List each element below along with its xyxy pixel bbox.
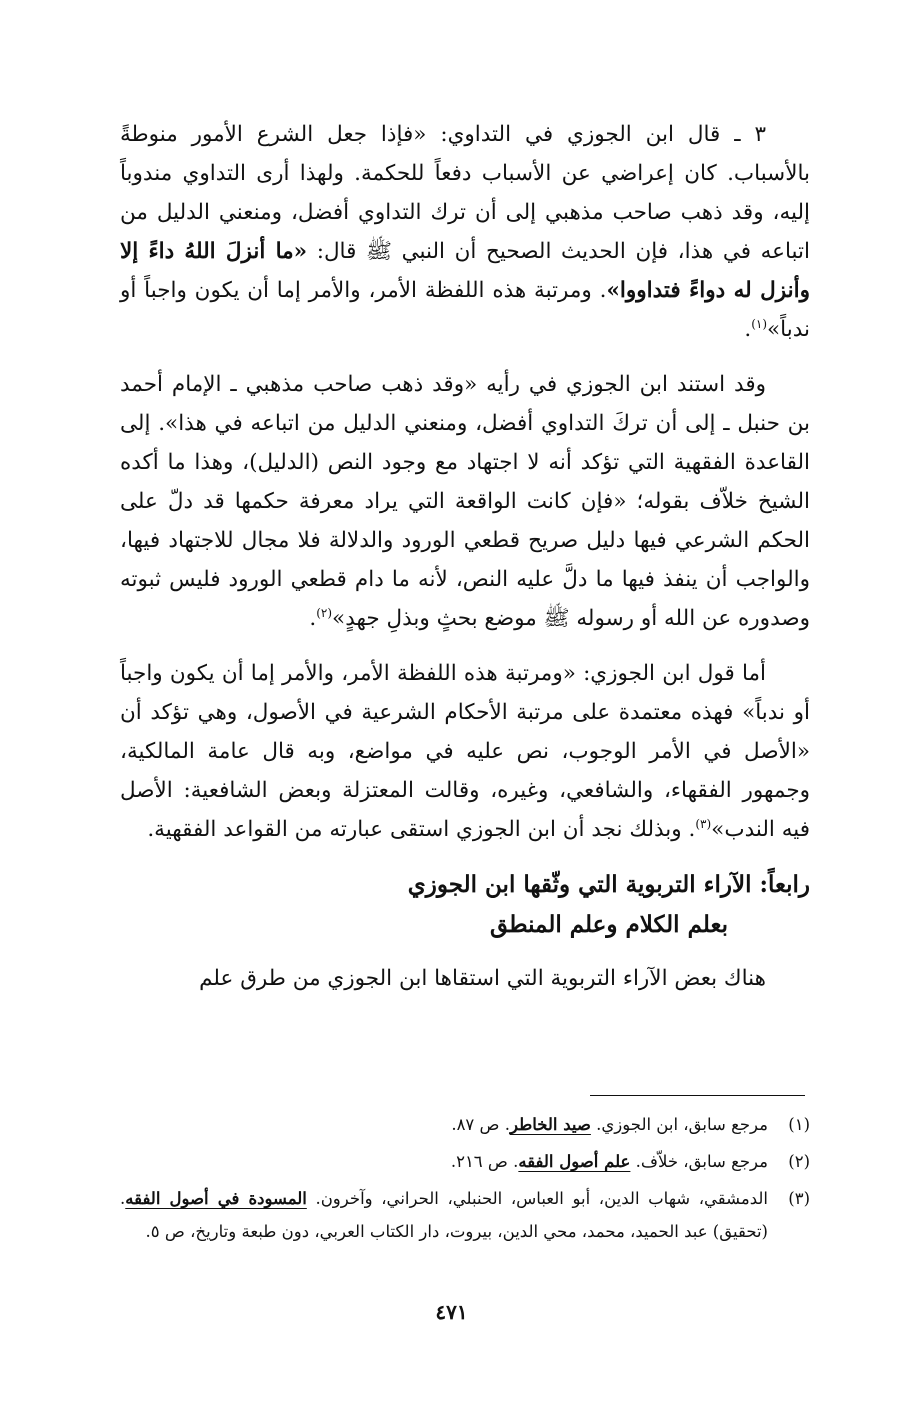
footnote-ref-2: (٢)	[316, 605, 333, 620]
footnote-text-after: . (تحقيق) عبد الحميد، محمد، محي الدين، بيروت، دار الكتاب العربي، دون طبعة وتاريخ، ص ٥.	[120, 1189, 768, 1241]
footnote-3	[120, 1182, 810, 1248]
footnote-text-before: مرجع سابق، ابن الجوزي.	[590, 1115, 768, 1134]
paragraph-1-text-a: ٣ ـ قال ابن الجوزي في التداوي: «فإذا جعل الشرع الأمور منوطةً بالأسباب. كان إعراضي عن الأسباب دفعاً للحكمة. ولهذا أرى التداوي مندوباً إليه، وقد ذهب صاحب مذهبي إلى أن ترك التداوي أفضل، ومنعني الدليل من اتباعه في هذا، فإن الحديث الصحيح أن النبي ﷺ قال:	[120, 122, 810, 264]
paragraph-2	[120, 365, 810, 638]
footnote-number: (١)	[788, 1115, 810, 1134]
footnote-ref-3: (٣)	[695, 816, 712, 831]
hadith-quote: «ما أنزلَ اللهُ داءً إلا وأنزل له دواءً فتداووا»	[120, 239, 810, 303]
paragraph-4: هناك بعض الآراء التربوية التي استقاها ابن الجوزي من طرق علم	[199, 966, 766, 991]
footnote-text-before: الدمشقي، شهاب الدين، أبو العباس، الحنبلي، الحراني، وآخرون.	[306, 1189, 768, 1208]
paragraph-3	[120, 654, 810, 849]
section-heading	[120, 865, 810, 945]
section-heading-line-1: الآراء التربوية التي وثّقها ابن الجوزي	[407, 871, 752, 898]
footnote-text	[120, 1182, 768, 1248]
paragraph-3-text-a: أما قول ابن الجوزي: «ومرتبة هذه اللفظة الأمر، والأمر إما أن يكون واجباً أو ندباً» فهذه معتمدة على مرتبة الأحكام الشرعية في الأصول، وهي تؤكد أن «الأصل في الأمر الوجوب، نص عليه في مواضع، وبه قال عامة المالكية، وجمهور الفقهاء، والشافعي، وغيره، وقالت المعتزلة وبعض الشافعية: الأصل فيه الندب»	[120, 661, 810, 842]
footnote-text	[120, 1108, 768, 1141]
paragraph-1-text-b: . ومرتبة هذه اللفظة الأمر، والأمر إما أن يكون واجباً أو ندباً»	[120, 278, 810, 342]
footnote-number: (٣)	[788, 1189, 810, 1208]
footnote-text-before: مرجع سابق، خلاّف.	[630, 1152, 768, 1171]
paragraph-1	[120, 115, 810, 349]
footnote-book-title: المسودة في أصول الفقه	[125, 1189, 307, 1208]
page-body	[120, 115, 810, 1014]
footnote-ref-1: (١)	[751, 316, 768, 331]
footnote-text-after: . ص ٨٧.	[451, 1115, 510, 1134]
footnotes	[120, 1108, 810, 1252]
section-heading-line-2: بعلم الكلام وعلم المنطق	[490, 911, 728, 938]
footnote-separator	[590, 1095, 805, 1096]
paragraph-2-end: .	[309, 606, 317, 631]
footnote-2	[120, 1145, 810, 1178]
section-heading-label: رابعاً:	[751, 871, 810, 898]
footnote-text-after: . ص ٢١٦.	[450, 1152, 519, 1171]
paragraph-1-end: .	[744, 317, 752, 342]
footnote-1	[120, 1108, 810, 1141]
footnote-book-title: صيد الخاطر	[509, 1115, 591, 1134]
footnote-text	[120, 1145, 768, 1178]
footnote-book-title: علم أصول الفقه	[518, 1152, 631, 1171]
paragraph-3-text-b: . وبذلك نجد أن ابن الجوزي استقى عبارته من القواعد الفقهية.	[147, 817, 696, 842]
paragraph-2-text: وقد استند ابن الجوزي في رأيه «وقد ذهب صاحب مذهبي ـ الإمام أحمد بن حنبل ـ إلى أن تركَ التداوي أفضل، ومنعني الدليل من اتباعه في هذا». إلى القاعدة الفقهية التي تؤكد أنه لا اجتهاد مع وجود النص (الدليل)، وهذا ما أكده الشيخ خلاّف بقوله؛ «فإن كانت الواقعة التي يراد معرفة حكمها قد دلّ على الحكم الشرعي فيها دليل صريح قطعي الورود والدلالة فلا مجال للاجتهاد فيها، والواجب أن ينفذ فيها ما دلَّ عليه النص، لأنه ما دام قطعي الورود فليس ثبوته وصدوره عن الله أو رسوله ﷺ موضع بحثٍ وبذلِ جهدٍ»	[120, 372, 810, 631]
footnote-number: (٢)	[788, 1152, 810, 1171]
page-number: ٤٧١	[435, 1300, 468, 1324]
